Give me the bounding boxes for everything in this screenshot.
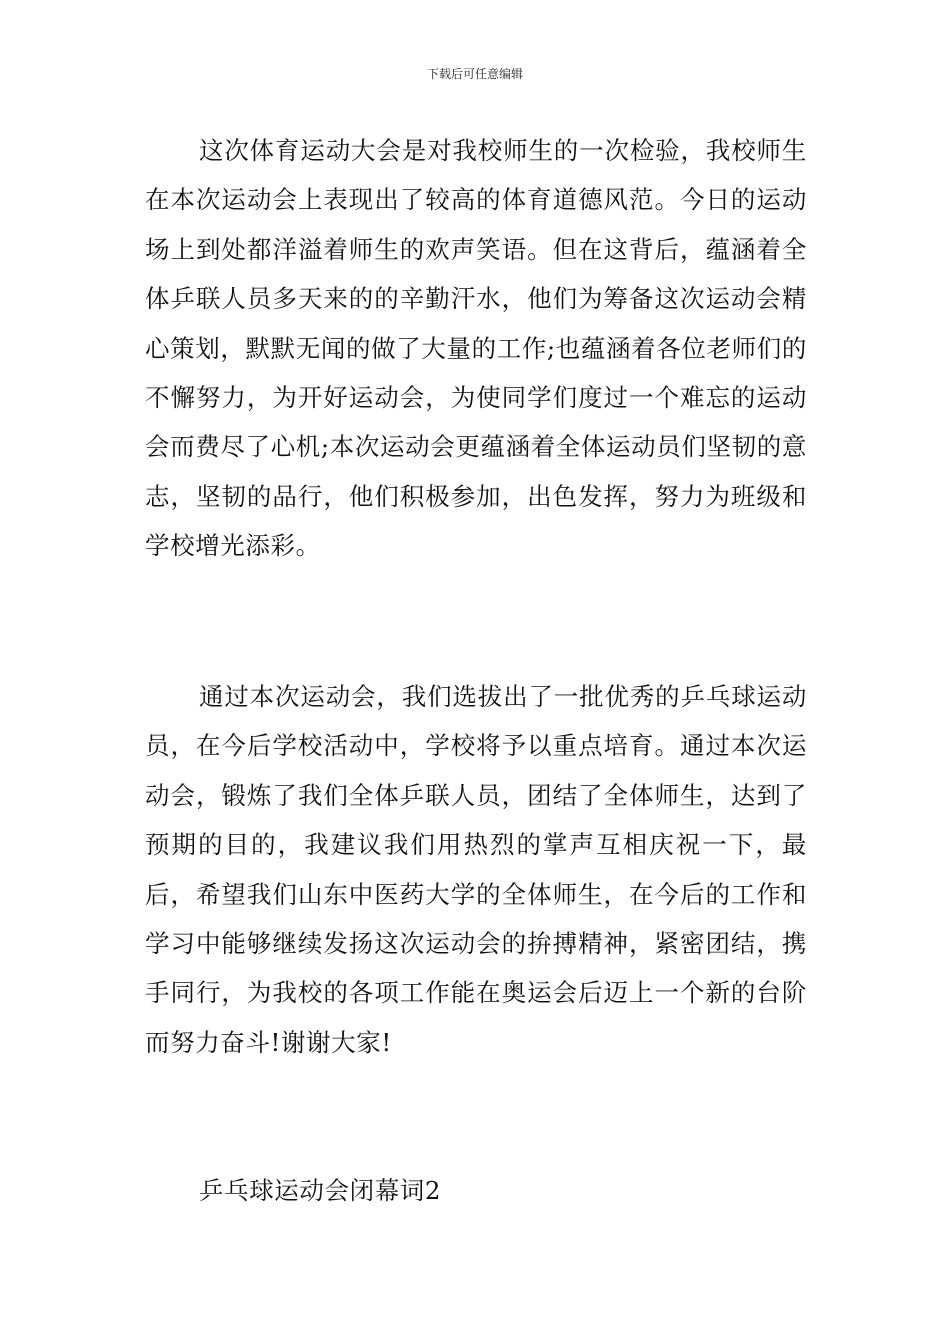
body-paragraph-1: 这次体育运动大会是对我校师生的一次检验，我校师生在本次运动会上表现出了较高的体育道德风范。今日的运动场上到处都洋溢着师生的欢声笑语。但在这背后，蕴涵着全体乒联人员多天来的的辛勤汗水，他们为筹备这次运动会精心策划，默默无闻的做了大量的工作;也蕴涵着各位老师们的不懈努力，为开好运动会，为使同学们度过一个难忘的运动会而费尽了心机;本次运动会更蕴涵着全体运动员们坚韧的意志，坚韧的品行，他们积极参加，出色发挥，努力为班级和学校增光添彩。 <box>145 136 807 561</box>
section-heading: 乒乓球运动会闭幕词2 <box>199 1176 442 1205</box>
body-paragraph-2: 通过本次运动会，我们选拔出了一批优秀的乒乓球运动员，在今后学校活动中，学校将予以重点培育。通过本次运动会，锻炼了我们全体乒联人员，团结了全体师生，达到了预期的目的，我建议我们用热烈的掌声互相庆祝一下，最后，希望我们山东中医药大学的全体师生，在今后的工作和学习中能够继续发扬这次运动会的拚搏精神，紧密团结，携手同行，为我校的各项工作能在奥运会后迈上一个新的台阶而努力奋斗!谢谢大家! <box>145 682 807 1057</box>
header-note: 下载后可任意编辑 <box>426 67 523 81</box>
